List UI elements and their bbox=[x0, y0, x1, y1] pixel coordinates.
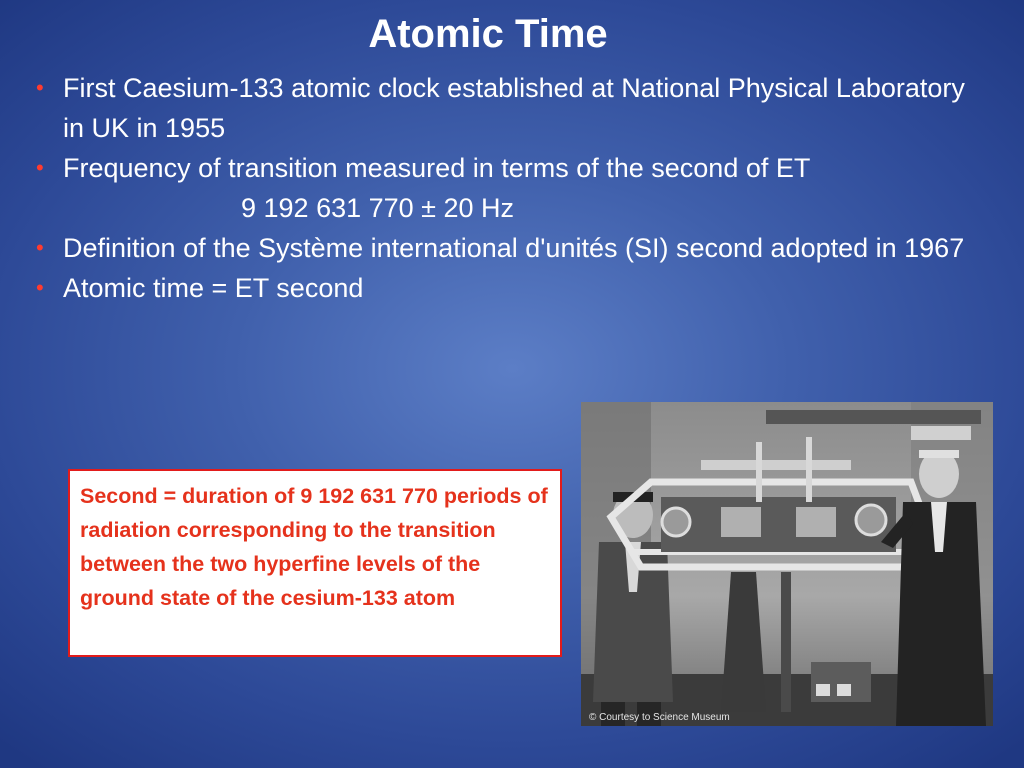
bullet-dot-icon: • bbox=[36, 235, 44, 260]
bullet-item: • Frequency of transition measured in terms of the second of ET bbox=[36, 148, 976, 188]
bullet-dot-icon: • bbox=[36, 275, 44, 300]
definition-text: Second = duration of 9 192 631 770 periods of radiation corresponding to the transition between the two hyperfine levels of the ground state of the cesium-133 atom bbox=[80, 484, 548, 610]
slide-title: Atomic Time bbox=[368, 12, 608, 56]
bullet-list bbox=[36, 68, 976, 308]
bullet-item: • Definition of the Système international d'unités (SI) second adopted in 1967 bbox=[36, 228, 976, 268]
photo-illustration bbox=[581, 402, 993, 726]
bullet-item: • First Caesium-133 atomic clock established at National Physical Laboratory in UK in 1955 bbox=[36, 68, 976, 148]
frequency-value: 9 192 631 770 ± 20 Hz bbox=[241, 193, 515, 223]
photo-credit: © Courtesy to Science Museum bbox=[589, 712, 730, 723]
bullet-item: • Atomic time = ET second bbox=[36, 268, 976, 308]
bullet-dot-icon: • bbox=[36, 155, 44, 180]
definition-callout bbox=[68, 469, 562, 657]
atomic-clock-photo bbox=[581, 402, 993, 726]
bullet-dot-icon: • bbox=[36, 75, 44, 100]
